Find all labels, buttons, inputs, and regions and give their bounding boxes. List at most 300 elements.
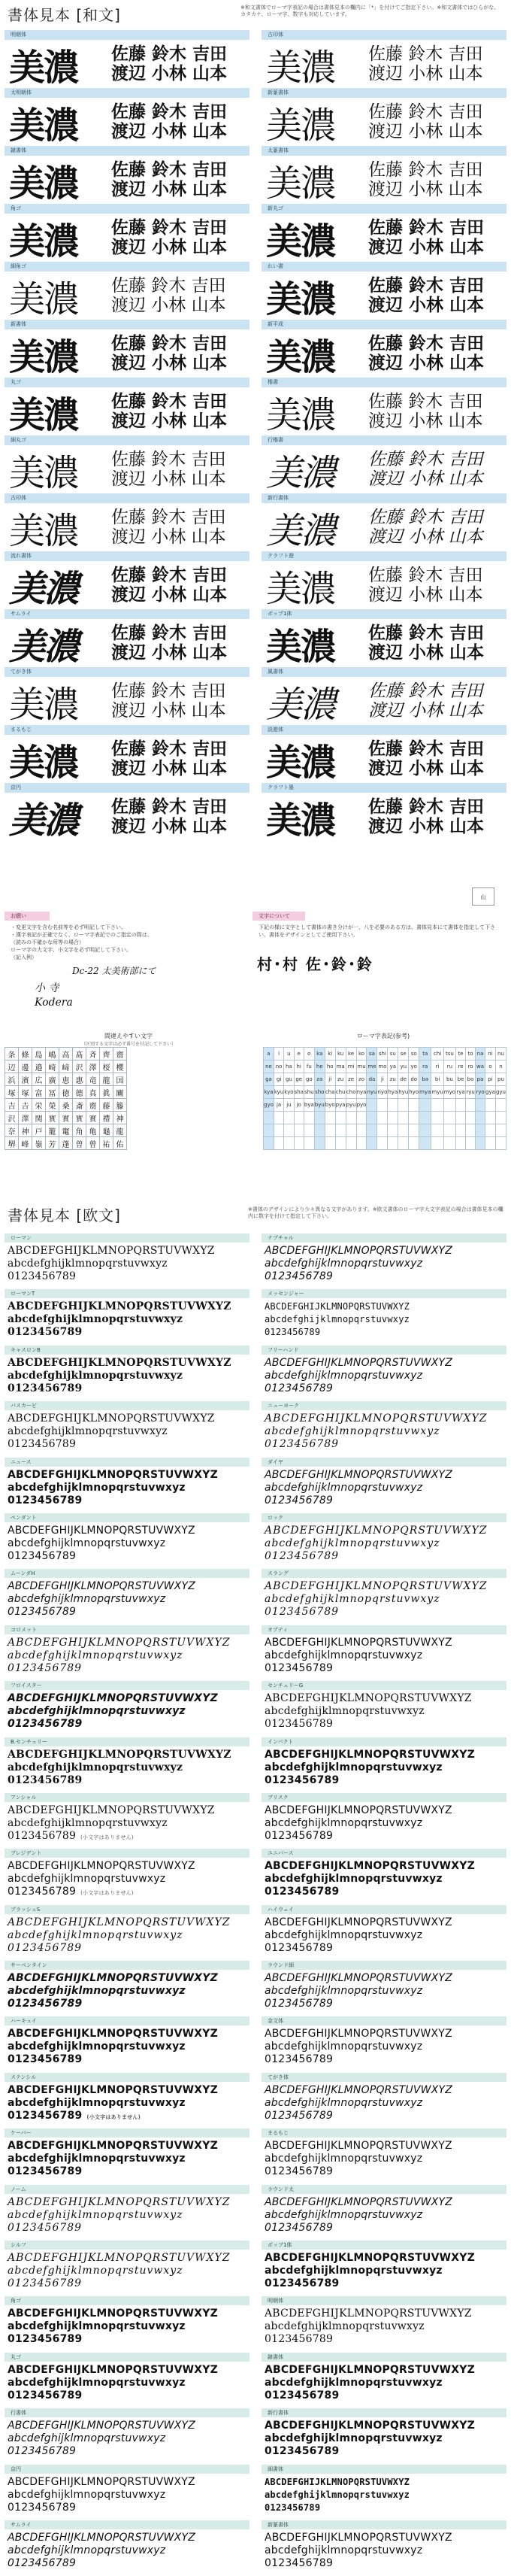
romaji-cell xyxy=(356,1112,367,1124)
eu-lowercase: abcdefghijklmnopqrstuvwxyz xyxy=(265,2432,443,2445)
eu-font-name: フリーハンド xyxy=(262,1346,506,1355)
romaji-cell xyxy=(495,1099,506,1112)
eu-lowercase: abcdefghijklmnopqrstuvwxyz xyxy=(265,2265,443,2277)
eu-digits: 0123456789 xyxy=(265,2333,334,2346)
eu-digits: 0123456789 xyxy=(265,2277,340,2290)
romaji-cell xyxy=(431,1112,443,1124)
eu-sample-lines xyxy=(262,1578,506,1619)
eu-uppercase: ABCDEFGHIJKLMNOPQRSTUVWXYZ xyxy=(265,1748,475,1761)
jp-names-line: 佐藤 鈴木 吉田 xyxy=(368,681,483,701)
eu-uppercase: ABCDEFGHIJKLMNOPQRSTUVWXYZ xyxy=(265,1412,488,1425)
kanji-cell: 藤 xyxy=(100,1099,113,1112)
romaji-row xyxy=(264,1137,506,1150)
eu-sample-lines xyxy=(5,1298,249,1339)
eu-digits: 0123456789 xyxy=(8,1606,77,1619)
eu-lowercase: abcdefghijklmnopqrstuvwxyz xyxy=(8,2265,183,2277)
romaji-row xyxy=(264,1048,506,1060)
eu-uppercase: ABCDEFGHIJKLMNOPQRSTUVWXYZ xyxy=(265,2531,452,2544)
eu-sample-lines xyxy=(262,1467,506,1507)
romaji-cell: wa xyxy=(476,1060,485,1073)
eu-sample-lines xyxy=(5,2082,249,2124)
eu-sample-lines xyxy=(5,2474,249,2514)
eu-digits: 0123456789 xyxy=(265,1998,334,2010)
romaji-cell: de xyxy=(398,1073,409,1086)
request-line: （記入例） xyxy=(11,954,37,960)
romaji-cell: mo xyxy=(377,1060,388,1073)
eu-sample-lines xyxy=(5,1690,249,1731)
jp-big-text: 美濃 xyxy=(9,162,79,205)
jp-names xyxy=(111,624,227,663)
eu-digits: 0123456789 xyxy=(265,1829,334,1842)
eu-uppercase: ABCDEFGHIJKLMNOPQRSTUVWXYZ xyxy=(265,1524,488,1537)
eu-font-name: B.センチュリー xyxy=(5,1737,249,1746)
handwritten-example xyxy=(35,964,230,1024)
romaji-cell xyxy=(356,1124,367,1137)
jp-sample-row xyxy=(9,564,249,610)
jp-names-line: 渡辺 小林 山本 xyxy=(368,817,485,836)
eu-digits: 0123456789 xyxy=(8,1661,83,1674)
romaji-cell xyxy=(274,1124,283,1137)
kanji-row xyxy=(5,1048,127,1060)
eu-font-name: ポップ1体 xyxy=(262,2241,506,2250)
eu-digits: 0123456789 xyxy=(8,2221,83,2234)
jp-names-line: 渡辺 小林 山本 xyxy=(111,527,226,547)
eu-lowercase: abcdefghijklmnopqrstuvwxyz xyxy=(8,1537,166,1549)
kanji-cell: 堺 xyxy=(5,1137,19,1150)
romaji-row xyxy=(264,1060,506,1073)
romaji-cell: cho xyxy=(346,1086,356,1099)
romaji-cell: he xyxy=(314,1060,325,1073)
romaji-cell: mya xyxy=(419,1086,431,1099)
kanji-cell: 崎 xyxy=(46,1060,59,1073)
jp-names-line: 渡辺 小林 山本 xyxy=(111,585,228,605)
eu-font-sample xyxy=(262,2408,506,2464)
jp-big-text: 美濃 xyxy=(9,46,79,89)
romaji-cell: pya xyxy=(335,1099,346,1112)
eu-sample-lines xyxy=(262,2194,506,2235)
romaji-cell: ra xyxy=(419,1060,431,1073)
romaji-cell xyxy=(431,1124,443,1137)
eu-font-name: ペンダント xyxy=(5,1513,249,1522)
romaji-cell: kya xyxy=(264,1086,274,1099)
kanji-cell: 𠮷 xyxy=(19,1099,32,1112)
eu-font-name: サムライ xyxy=(5,2520,249,2529)
romaji-cell xyxy=(356,1137,367,1150)
romaji-cell: te xyxy=(456,1048,466,1060)
eu-lowercase: abcdefghijklmnopqrstuvwxyz xyxy=(8,1873,166,1886)
eu-font-sample xyxy=(262,2185,506,2241)
character-notes xyxy=(252,912,506,1028)
eu-sample-lines xyxy=(262,2474,506,2514)
romaji-cell xyxy=(284,1124,294,1137)
romaji-cell: ta xyxy=(419,1048,431,1060)
romaji-cell: be xyxy=(456,1073,466,1086)
eu-font-name: ブラッシュS xyxy=(5,1905,249,1914)
jp-sample-row xyxy=(9,796,249,842)
romaji-cell: ji xyxy=(325,1073,335,1086)
eu-uppercase: ABCDEFGHIJKLMNOPQRSTUVWXYZ xyxy=(265,1245,453,1257)
jp-names xyxy=(368,624,484,663)
eu-font-sample xyxy=(5,2241,249,2296)
eu-lowercase: abcdefghijklmnopqrstuvwxyz xyxy=(265,1481,423,1494)
jp-font-name: 新書体 xyxy=(5,320,249,329)
eu-lowercase: abcdefghijklmnopqrstuvwxyz xyxy=(265,1985,423,1998)
jp-font-name: ポップ1体 xyxy=(262,609,506,619)
eu-uppercase: ABCDEFGHIJKLMNOPQRSTUVWXYZ xyxy=(8,1468,218,1481)
eu-digits: 0123456789 xyxy=(265,2502,321,2513)
character-text: 下記の様に文字として書体の書き分けが一、八を必要のある方は、書体見本にて書体を指定して下さい。書体をデザインとしてご使用下さい。 xyxy=(259,924,495,938)
eu-font-sample xyxy=(262,1289,506,1345)
jp-names xyxy=(111,739,227,778)
eu-sample-lines xyxy=(262,2025,506,2066)
eu-digits: 0123456789 xyxy=(265,1494,334,1506)
eu-font-sample xyxy=(262,1346,506,1401)
jp-names-line: 佐藤 鈴木 吉田 xyxy=(111,624,228,643)
eu-font-name: 金文体 xyxy=(262,2016,506,2025)
kanji-cell: 條 xyxy=(19,1048,32,1060)
eu-digits: 0123456789 xyxy=(265,2165,334,2178)
romaji-cell xyxy=(346,1137,356,1150)
romaji-cell xyxy=(304,1112,314,1124)
romaji-cell xyxy=(466,1137,476,1150)
request-line: （読みの不確かな所等の場合） xyxy=(11,939,84,945)
romaji-row xyxy=(264,1086,506,1099)
eu-digits: 0123456789 xyxy=(8,1549,77,1562)
eu-digits: 0123456789 xyxy=(265,2109,334,2122)
jp-big-text: 美濃 xyxy=(266,625,336,668)
eu-font-name: ローマン xyxy=(5,1233,249,1242)
eu-sample-lines xyxy=(5,1858,249,1900)
romaji-cell xyxy=(398,1112,409,1124)
jp-sample-row xyxy=(266,217,506,262)
eu-uppercase: ABCDEFGHIJKLMNOPQRSTUVWXYZ xyxy=(265,2195,453,2208)
jp-names-line: 渡辺 小林 山本 xyxy=(111,353,228,373)
romaji-cell xyxy=(466,1112,476,1124)
kanji-cell: 齋 xyxy=(113,1048,127,1060)
romaji-cell xyxy=(456,1099,466,1112)
jp-names-line: 佐藤 鈴木 吉田 xyxy=(111,334,228,353)
kanji-cell: 斎 xyxy=(73,1099,86,1112)
eu-lowercase: abcdefghijklmnopqrstuvwxyz xyxy=(8,2208,183,2221)
jp-names-line: 渡辺 小林 山本 xyxy=(111,701,226,721)
eu-font-sample xyxy=(5,1681,249,1737)
eu-digits: 0123456789 xyxy=(8,2556,77,2569)
jp-font-name: 新行書体 xyxy=(262,493,506,503)
romaji-cell: nyu xyxy=(367,1086,377,1099)
character-sample: 村･村 佐･鈴･鈴 xyxy=(257,955,373,973)
eu-uppercase: ABCDEFGHIJKLMNOPQRSTUVWXYZ xyxy=(8,2475,195,2488)
eu-lowercase: abcdefghijklmnopqrstuvwxyz xyxy=(265,2544,423,2556)
eu-digits: 0123456789 xyxy=(265,1606,340,1619)
jp-font-sample xyxy=(5,435,249,493)
kanji-cell: 沢 xyxy=(5,1112,19,1124)
eu-digits: 0123456789 xyxy=(265,1327,321,1338)
romaji-cell: kyu xyxy=(274,1086,283,1099)
kanji-cell: 島 xyxy=(32,1048,46,1060)
jp-sample-row xyxy=(9,159,249,205)
eu-sample-lines xyxy=(5,1578,249,1619)
eu-font-sample xyxy=(5,1905,249,1961)
eu-sample-lines xyxy=(262,1746,506,1787)
kanji-cell: 恵 xyxy=(59,1073,73,1086)
jp-big-text: 美濃 xyxy=(266,162,336,205)
jp-names xyxy=(368,218,484,257)
example-line-b: 小 寺 xyxy=(35,982,59,994)
kanji-cell: 栄 xyxy=(32,1099,46,1112)
romaji-cell: ja xyxy=(274,1099,283,1112)
romaji-cell xyxy=(456,1124,466,1137)
kanji-cell: 濱 xyxy=(19,1073,32,1086)
jp-font-name: 細丸ゴ xyxy=(5,435,249,445)
jp-sample-row xyxy=(9,738,249,784)
jp-big-text: 美濃 xyxy=(9,625,79,668)
eu-font-sample xyxy=(5,1458,249,1513)
eu-sample-lines xyxy=(262,1690,506,1731)
jp-font-name: てがき体 xyxy=(5,667,249,677)
kanji-cell: 竜 xyxy=(86,1073,100,1086)
jp-names xyxy=(368,739,484,778)
eu-digits: 0123456789 xyxy=(8,1941,83,1954)
jp-names xyxy=(368,566,483,605)
eu-uppercase: ABCDEFGHIJKLMNOPQRSTUVWXYZ xyxy=(8,1804,215,1816)
jp-font-name: まるもじ xyxy=(5,725,249,735)
romaji-cell: yu xyxy=(398,1060,409,1073)
eu-sample-lines xyxy=(5,2194,249,2235)
romaji-cell: gyo xyxy=(264,1099,274,1112)
romaji-cell xyxy=(409,1124,419,1137)
eu-lowercase: abcdefghijklmnopqrstuvwxyz xyxy=(265,2208,423,2221)
eu-digits: 0123456789 xyxy=(265,1941,334,1954)
eu-lowercase: abcdefghijklmnopqrstuvwxyz xyxy=(8,2376,186,2389)
jp-names-line: 渡辺 小林 山本 xyxy=(368,122,483,141)
eu-uppercase: ABCDEFGHIJKLMNOPQRSTUVWXYZ xyxy=(8,1972,218,1985)
jp-sample-row xyxy=(266,43,506,89)
kanji-cell: 真 xyxy=(86,1086,100,1099)
jp-names xyxy=(368,681,483,721)
romaji-cell xyxy=(398,1137,409,1150)
romaji-cell xyxy=(419,1099,431,1112)
jp-font-name: 太明朝体 xyxy=(5,88,249,98)
romaji-cell xyxy=(443,1099,455,1112)
jp-names xyxy=(368,797,484,836)
eu-digits: 0123456789 xyxy=(265,1438,340,1451)
eu-sample-lines xyxy=(5,2025,249,2066)
eu-font-name: メッセンジャー xyxy=(262,1289,506,1298)
kanji-cell: 德 xyxy=(73,1086,86,1099)
romaji-cell: za xyxy=(314,1073,325,1086)
jp-names-line: 渡辺 小林 山本 xyxy=(111,238,228,257)
romaji-cell xyxy=(388,1099,398,1112)
jp-font-sample xyxy=(262,320,506,378)
jp-names-line: 渡辺 小林 山本 xyxy=(111,64,228,83)
jp-font-grid xyxy=(5,30,506,841)
romaji-cell: myu xyxy=(431,1086,443,1099)
romaji-cell xyxy=(443,1124,455,1137)
eu-digits: 0123456789 (小文字はありません) xyxy=(8,2109,141,2122)
kanji-cell: 籐 xyxy=(113,1099,127,1112)
eu-uppercase: ABCDEFGHIJKLMNOPQRSTUVWXYZ xyxy=(8,2252,231,2265)
jp-names xyxy=(111,334,227,373)
kanji-cell: 嶋 xyxy=(46,1048,59,1060)
kanji-cell: 神 xyxy=(113,1112,127,1124)
romaji-cell: chi xyxy=(431,1048,443,1060)
eu-sample-lines xyxy=(262,2250,506,2290)
jp-big-text: 美濃 xyxy=(9,567,79,610)
kanji-cell: 塚 xyxy=(19,1086,32,1099)
jp-names-line: 佐藤 鈴木 吉田 xyxy=(111,392,228,411)
jp-names-line: 佐藤 鈴木 吉田 xyxy=(368,276,485,296)
eu-sample-lines xyxy=(5,1914,249,1955)
eu-font-sample xyxy=(262,1458,506,1513)
eu-lowercase: abcdefghijklmnopqrstuvwxyz xyxy=(265,1705,425,1718)
eu-font-name: てがき体 xyxy=(262,2073,506,2082)
eu-font-name: 明朝体 xyxy=(262,2296,506,2305)
jp-font-name: 明朝体 xyxy=(5,30,249,40)
eu-digits: 0123456789 xyxy=(265,2221,334,2234)
jp-names-line: 佐藤 鈴木 吉田 xyxy=(111,218,228,238)
kanji-cell: 辺 xyxy=(5,1060,19,1073)
jp-font-sample xyxy=(262,667,506,725)
eu-uppercase: ABCDEFGHIJKLMNOPQRSTUVWXYZ xyxy=(8,1356,231,1369)
kanji-cell: 吉 xyxy=(5,1099,19,1112)
romaji-cell xyxy=(304,1124,314,1137)
kanji-cell: 龜 xyxy=(100,1124,113,1137)
kanji-cell: 芳 xyxy=(46,1137,59,1150)
eu-digits: 0123456789 xyxy=(265,1886,340,1898)
romaji-cell xyxy=(443,1112,455,1124)
example-line-a: Dc-22 太美術部にて xyxy=(72,966,156,976)
jp-font-name: 新丸ゴ xyxy=(262,204,506,214)
jp-sample-row xyxy=(266,332,506,378)
eu-digits: 0123456789 xyxy=(265,1382,334,1394)
eu-font-name: ハイウェイ xyxy=(262,1905,506,1914)
jp-font-sample xyxy=(5,667,249,725)
eu-lowercase: abcdefghijklmnopqrstuvwxyz xyxy=(8,1313,183,1326)
romaji-cell xyxy=(304,1137,314,1150)
eu-font-sample xyxy=(262,2296,506,2352)
eu-digits: 0123456789 xyxy=(8,1326,83,1339)
jp-names-line: 渡辺 小林 山本 xyxy=(368,527,483,547)
eu-font-name: 新篆書体 xyxy=(262,2520,506,2529)
jp-names-line: 佐藤 鈴木 吉田 xyxy=(111,739,228,759)
request-line: ローマ字の大文字、小文字を必ず明記して下さい。 xyxy=(11,947,132,953)
jp-font-sample xyxy=(262,725,506,783)
jp-big-text: 美濃 xyxy=(266,46,336,89)
romaji-cell: jo xyxy=(294,1099,304,1112)
jp-font-sample xyxy=(5,725,249,783)
romaji-cell: hya xyxy=(388,1086,398,1099)
romaji-cell xyxy=(456,1112,466,1124)
romaji-cell xyxy=(419,1112,431,1124)
eu-font-sample xyxy=(5,1569,249,1625)
romaji-cell xyxy=(325,1124,335,1137)
romaji-cell xyxy=(264,1137,274,1150)
romaji-cell: pu xyxy=(495,1073,506,1086)
jp-sample-row xyxy=(9,275,249,320)
romaji-cell xyxy=(466,1099,476,1112)
romaji-cell xyxy=(431,1099,443,1112)
romaji-cell: o xyxy=(304,1048,314,1060)
eu-lowercase: abcdefghijklmnopqrstuvwxyz xyxy=(265,2096,423,2109)
eu-lowercase: abcdefghijklmnopqrstuvwxyz xyxy=(265,1369,423,1382)
jp-font-name: クラフト遊 xyxy=(262,551,506,561)
eu-font-sample xyxy=(262,2016,506,2072)
romaji-cell: hyo xyxy=(409,1086,419,1099)
romaji-cell xyxy=(476,1099,485,1112)
eu-sample-lines xyxy=(262,1242,506,1283)
eu-font-note: (小文字はありません) xyxy=(80,1890,134,1897)
eu-font-sample xyxy=(5,1289,249,1345)
eu-font-name: 丸ゴ xyxy=(5,2353,249,2362)
eu-lowercase: abcdefghijklmnopqrstuvwxyz xyxy=(265,1873,443,1886)
eu-sample-lines xyxy=(5,2250,249,2290)
jp-names-line: 渡辺 小林 山本 xyxy=(368,411,483,431)
jp-names-line: 渡辺 小林 山本 xyxy=(111,469,226,489)
eu-uppercase: ABCDEFGHIJKLMNOPQRSTUVWXYZ xyxy=(8,1916,231,1928)
jp-names xyxy=(111,797,227,836)
romaji-cell xyxy=(325,1137,335,1150)
eu-lowercase: abcdefghijklmnopqrstuvwxyz xyxy=(8,2544,166,2556)
eu-sample-lines xyxy=(5,1746,249,1787)
jp-names-line: 渡辺 小林 山本 xyxy=(111,122,228,141)
romaji-cell: da xyxy=(367,1073,377,1086)
eu-font-sample xyxy=(5,2073,249,2128)
romaji-cell: a xyxy=(264,1048,274,1060)
jp-sample-row xyxy=(266,738,506,784)
romaji-cell xyxy=(367,1112,377,1124)
eu-lowercase: abcdefghijklmnopqrstuvwxyz xyxy=(8,1816,168,1829)
eu-font-sample xyxy=(5,2128,249,2184)
romaji-cell: u xyxy=(284,1048,294,1060)
romaji-cell: o xyxy=(485,1060,496,1073)
eu-uppercase: ABCDEFGHIJKLMNOPQRSTUVWXYZ xyxy=(265,1692,472,1705)
eu-font-sample xyxy=(262,2241,506,2296)
eu-sample-lines xyxy=(262,1634,506,1675)
romaji-cell: zu xyxy=(388,1073,398,1086)
eu-lowercase: abcdefghijklmnopqrstuvwxyz xyxy=(8,2432,166,2445)
eu-font-name: 京円 xyxy=(5,2465,249,2474)
romaji-cell: ma xyxy=(335,1060,346,1073)
request-line: ・漢字表記が正確でなく、ローマ字表記でのご指定の際は、 xyxy=(11,932,153,938)
jp-sample-row xyxy=(9,680,249,726)
eu-sample-lines xyxy=(5,1410,249,1451)
jp-names-line: 佐藤 鈴木 吉田 xyxy=(368,450,483,469)
romaji-cell: ku xyxy=(335,1048,346,1060)
kanji-cell: 惠 xyxy=(73,1073,86,1086)
eu-font-sample xyxy=(5,2185,249,2241)
eu-uppercase: ABCDEFGHIJKLMNOPQRSTUVWXYZ xyxy=(265,1916,452,1928)
example-line-c: Kodera xyxy=(35,997,73,1009)
kanji-cell: 曽 xyxy=(73,1137,86,1150)
jp-names-line: 渡辺 小林 山本 xyxy=(368,353,485,373)
request-text xyxy=(5,921,246,964)
eu-sample-lines xyxy=(262,2138,506,2178)
jp-names-line: 佐藤 鈴木 吉田 xyxy=(111,681,226,701)
jp-sample-row xyxy=(9,43,249,89)
eu-digits: 0123456789 xyxy=(8,2501,77,2514)
romaji-cell: byo xyxy=(325,1099,335,1112)
romaji-cell: ryo xyxy=(476,1086,485,1099)
tables-area xyxy=(5,1032,506,1175)
jp-font-sample xyxy=(262,435,506,493)
eu-font-sample xyxy=(5,1737,249,1793)
request-line: ・変更文字を含む名前等を必ず明記して下さい。 xyxy=(11,924,126,930)
eu-lowercase: abcdefghijklmnopqrstuvwxyz xyxy=(265,1425,440,1438)
romaji-cell xyxy=(495,1137,506,1150)
eu-lowercase: abcdefghijklmnopqrstuvwxyz xyxy=(265,1593,440,1606)
kanji-cell: 竃 xyxy=(59,1124,73,1137)
romaji-cell xyxy=(284,1112,294,1124)
